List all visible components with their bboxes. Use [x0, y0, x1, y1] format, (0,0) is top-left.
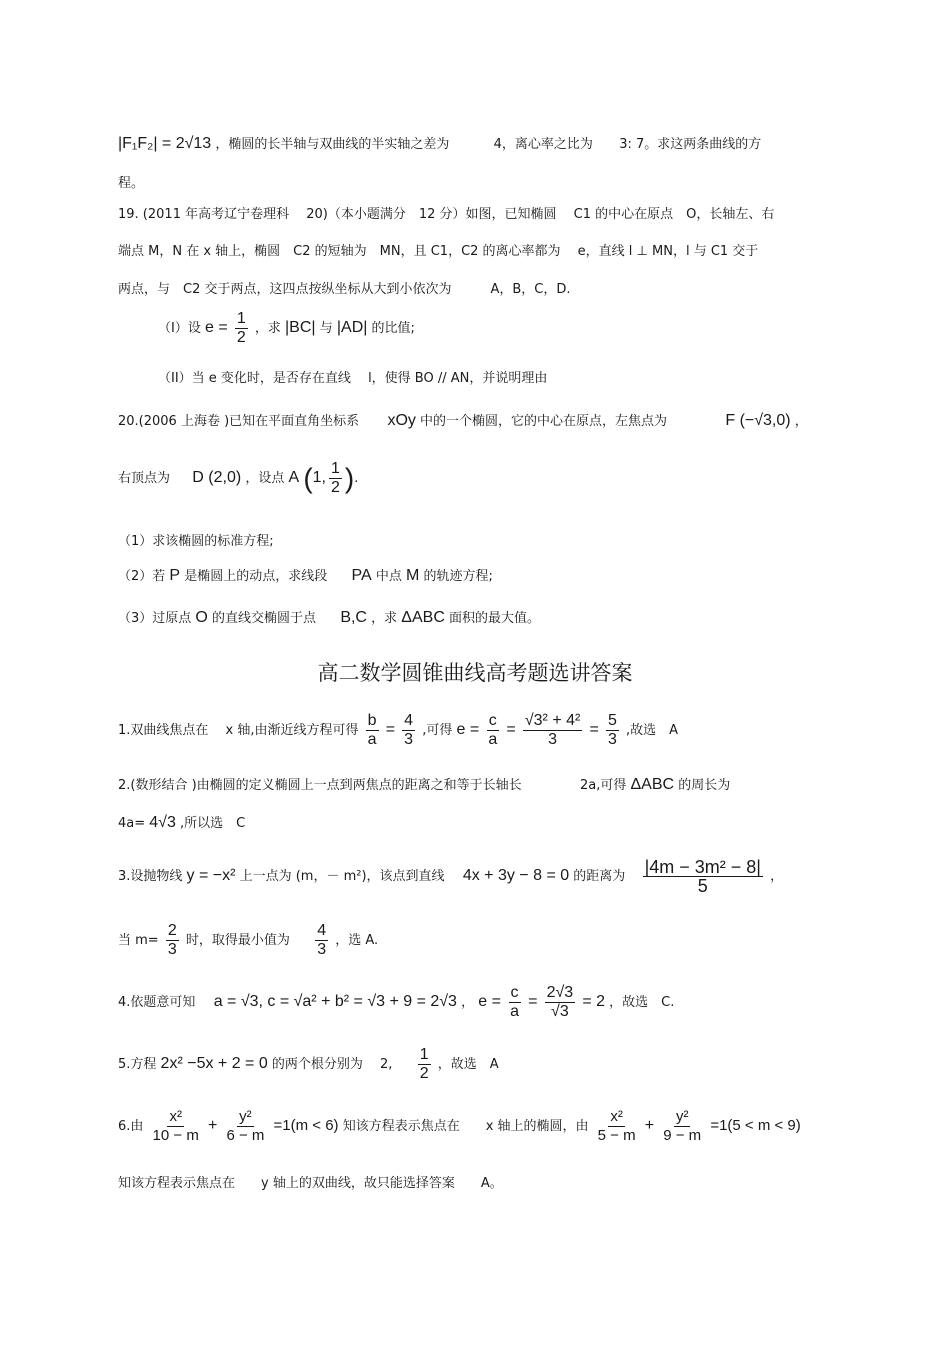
- text: 中点: [375, 569, 402, 584]
- text: 的距离为: [573, 869, 626, 884]
- formula: 4x + 3y − 8 = 0: [462, 867, 570, 884]
- text: ，: [461, 995, 475, 1010]
- fraction: [596, 1108, 638, 1145]
- denominator: 9 − m: [663, 1127, 702, 1144]
- formula-f1f2: |F₁F₂| = 2√13: [118, 135, 212, 152]
- denominator: 2: [330, 479, 340, 496]
- denominator: 2: [236, 329, 246, 346]
- text: ，求: [371, 611, 398, 626]
- condition-line-2: [118, 172, 832, 191]
- text: ,故选 A: [626, 723, 679, 738]
- formula: O: [195, 609, 208, 626]
- answer-4: [118, 984, 832, 1021]
- formula: ΔABC: [401, 609, 445, 626]
- denominator: 3: [167, 941, 177, 958]
- text: 20.(2006 上海卷 )已知在平面直角坐标系: [118, 414, 360, 429]
- condition-line-1: [118, 133, 832, 153]
- text: .: [354, 471, 359, 486]
- text: 2.(数形结合 )由椭圆的定义椭圆上一点到两焦点的距离之和等于长轴长: [118, 778, 522, 793]
- fraction: [508, 984, 521, 1021]
- numerator: 5: [607, 712, 617, 729]
- formula: =1(m < 6): [273, 1117, 339, 1134]
- problem-20-part-2: [118, 565, 832, 585]
- fraction: [402, 712, 415, 749]
- problem-19-line-3: [118, 278, 832, 297]
- formula: e =: [456, 721, 480, 738]
- numerator: x²: [610, 1108, 623, 1125]
- answer-6-line-2: [118, 1172, 832, 1191]
- text: 时，取得最小值为: [185, 933, 290, 948]
- text: 中的一个椭圆，它的中心在原点，左焦点为: [420, 414, 668, 429]
- text: 3: 7。求这两条曲线的方: [619, 137, 762, 152]
- formula: y = −x²: [186, 867, 236, 884]
- fraction: [643, 858, 763, 895]
- text: 6.由: [118, 1119, 144, 1134]
- denominator: 5: [697, 876, 708, 896]
- text: （3）过原点: [118, 611, 192, 626]
- left-paren: (: [303, 462, 313, 494]
- text: 的比值;: [371, 321, 415, 336]
- denominator: 2: [419, 1065, 429, 1082]
- denominator: 3: [404, 731, 414, 748]
- formula: 1,: [312, 469, 326, 486]
- formula: A: [288, 469, 300, 486]
- answer-6-line-1: [118, 1108, 832, 1145]
- fraction: [523, 712, 582, 749]
- answer-3-line-2: [118, 922, 832, 959]
- answer-3-line-1: [118, 858, 832, 895]
- text: 知该方程表示焦点在 y 轴上的双曲线，故只能选择答案 A。: [118, 1176, 503, 1191]
- text: 4，离心率之比为: [493, 137, 593, 152]
- problem-20-part-1: [118, 530, 832, 549]
- formula: PA: [351, 567, 372, 584]
- fraction: [151, 1108, 201, 1145]
- text: 两点，与 C2 交于两点，这四点按纵坐标从大到小依次为 A，B，C，D.: [118, 282, 571, 297]
- fraction: [224, 1108, 266, 1145]
- text: 的周长为: [678, 778, 731, 793]
- formula: xOy: [387, 412, 416, 429]
- denominator: 5 − m: [597, 1127, 636, 1144]
- numerator: y²: [675, 1108, 689, 1125]
- formula: =: [528, 993, 538, 1010]
- text: 1.双曲线焦点在 x 轴,由渐近线方程可得: [118, 723, 359, 738]
- text: ,所以选 C: [180, 816, 246, 831]
- text: 知该方程表示焦点在 x 轴上的椭圆，由: [342, 1119, 589, 1134]
- denominator: 3: [317, 941, 327, 958]
- numerator: b: [367, 712, 377, 729]
- denominator: 3: [607, 731, 617, 748]
- formula: e =: [478, 993, 501, 1010]
- formula: =1(5 < m < 9): [710, 1117, 801, 1134]
- formula: ΔABC: [630, 776, 675, 793]
- fraction: [545, 984, 576, 1021]
- denominator: 3: [548, 731, 558, 748]
- problem-20-line-1: [118, 410, 832, 430]
- text: 程。: [118, 176, 145, 191]
- text: 面积的最大值。: [449, 611, 541, 626]
- formula: D (2,0): [192, 469, 242, 486]
- fraction: [166, 922, 179, 959]
- text: 是椭圆上的动点，求线段: [184, 569, 328, 584]
- problem-20-part-3: [118, 607, 832, 627]
- answer-2-line-1: [118, 774, 832, 794]
- formula: =: [589, 721, 599, 738]
- numerator: 4: [317, 922, 327, 939]
- text: ，求: [254, 321, 281, 336]
- problem-19-line-2: [118, 240, 832, 259]
- formula: a = √3, c = √a² + b² = √3 + 9 = 2√3: [213, 993, 457, 1010]
- text: （II）当 e 变化时，是否存在直线 l，使得 BO // AN，并说明理由: [158, 371, 548, 386]
- formula: 4√3: [149, 814, 176, 831]
- denominator: a: [488, 731, 498, 748]
- numerator: c: [488, 712, 497, 729]
- text: 上一点为 (m，－ m²)，该点到直线: [239, 869, 445, 884]
- numerator: x²: [169, 1108, 182, 1125]
- formula: P: [169, 567, 181, 584]
- problem-19-part-1: [158, 310, 832, 347]
- text: ，椭圆的长半轴与双曲线的半实轴之差为: [215, 137, 450, 152]
- text: 4.依题意可知: [118, 995, 196, 1010]
- problem-19-part-2: [158, 367, 832, 386]
- denominator: 10 − m: [152, 1127, 199, 1144]
- text: （2）若: [118, 569, 166, 584]
- problem-20-line-2: [118, 460, 832, 497]
- fraction: [418, 1046, 431, 1083]
- fraction: [315, 922, 328, 959]
- text: 端点 M，N 在 x 轴上，椭圆 C2 的短轴为 MN，且 C1，C2 的离心率都为 e，直线 l ⊥ MN，l 与 C1 交于: [118, 244, 759, 259]
- numerator: 1: [330, 460, 340, 477]
- formula: +: [207, 1117, 218, 1134]
- text: 的直线交椭圆于点: [212, 611, 317, 626]
- text: 5.方程: [118, 1057, 157, 1072]
- text: ,可得: [422, 723, 453, 738]
- text: 2a,可得: [579, 778, 627, 793]
- formula: 2x² −5x + 2 = 0: [160, 1055, 268, 1072]
- fraction: [606, 712, 619, 749]
- text: ，设点: [245, 471, 285, 486]
- formula: e =: [204, 319, 228, 336]
- denominator: a: [510, 1003, 519, 1020]
- formula: =: [506, 721, 516, 738]
- answer-1: [118, 712, 832, 749]
- denominator: a: [367, 731, 377, 748]
- numerator: c: [510, 984, 519, 1001]
- numerator: 1: [236, 310, 246, 327]
- text: 右顶点为: [118, 471, 171, 486]
- formula: +: [644, 1117, 655, 1134]
- text: 19. (2011 年高考辽宁卷理科 20)（本小题满分 12 分）如图，已知椭圆 C1 的中心在原点 O，长轴左、右: [118, 207, 775, 222]
- formula: |BC|: [285, 319, 316, 336]
- numerator: 2: [167, 922, 177, 939]
- fraction: [661, 1108, 703, 1145]
- text: ，: [770, 869, 784, 884]
- numerator: √3² + 4²: [524, 712, 581, 729]
- text: ，故选 A: [437, 1057, 499, 1072]
- denominator: √3: [551, 1003, 569, 1020]
- fraction: [486, 712, 499, 749]
- text: （1）求该椭圆的标准方程;: [118, 534, 274, 549]
- answers-title: 高二数学圆锥曲线高考题选讲答案: [317, 661, 633, 685]
- formula: M: [405, 567, 420, 584]
- fraction: [366, 712, 379, 749]
- text: 的两个根分别为 2,: [271, 1057, 393, 1072]
- answer-2-line-2: [118, 812, 832, 832]
- numerator: 4: [404, 712, 414, 729]
- formula: F (−√3,0): [725, 412, 791, 429]
- formula: =: [385, 721, 396, 738]
- text: 3.设抛物线: [118, 869, 183, 884]
- text: ，故选 C.: [609, 995, 675, 1010]
- numerator: y²: [239, 1108, 252, 1125]
- numerator: 1: [419, 1046, 429, 1063]
- answer-5: [118, 1046, 832, 1083]
- text: ，: [794, 414, 808, 429]
- formula: |AD|: [336, 319, 368, 336]
- text: 的轨迹方程;: [423, 569, 493, 584]
- text: 4a=: [118, 816, 146, 831]
- text: 与: [319, 321, 333, 336]
- numerator: |4m − 3m² − 8|: [644, 857, 761, 877]
- problem-19-line-1: [118, 203, 832, 222]
- fraction: [329, 460, 342, 497]
- denominator: 6 − m: [226, 1127, 265, 1144]
- text: ，选 A.: [335, 933, 379, 948]
- text: （I）设: [158, 321, 201, 336]
- formula: = 2: [582, 993, 606, 1010]
- numerator: 2√3: [546, 984, 574, 1001]
- right-paren: ): [344, 462, 355, 494]
- formula: B,C: [340, 609, 367, 626]
- fraction: [235, 310, 248, 347]
- text: 当 m=: [118, 933, 159, 948]
